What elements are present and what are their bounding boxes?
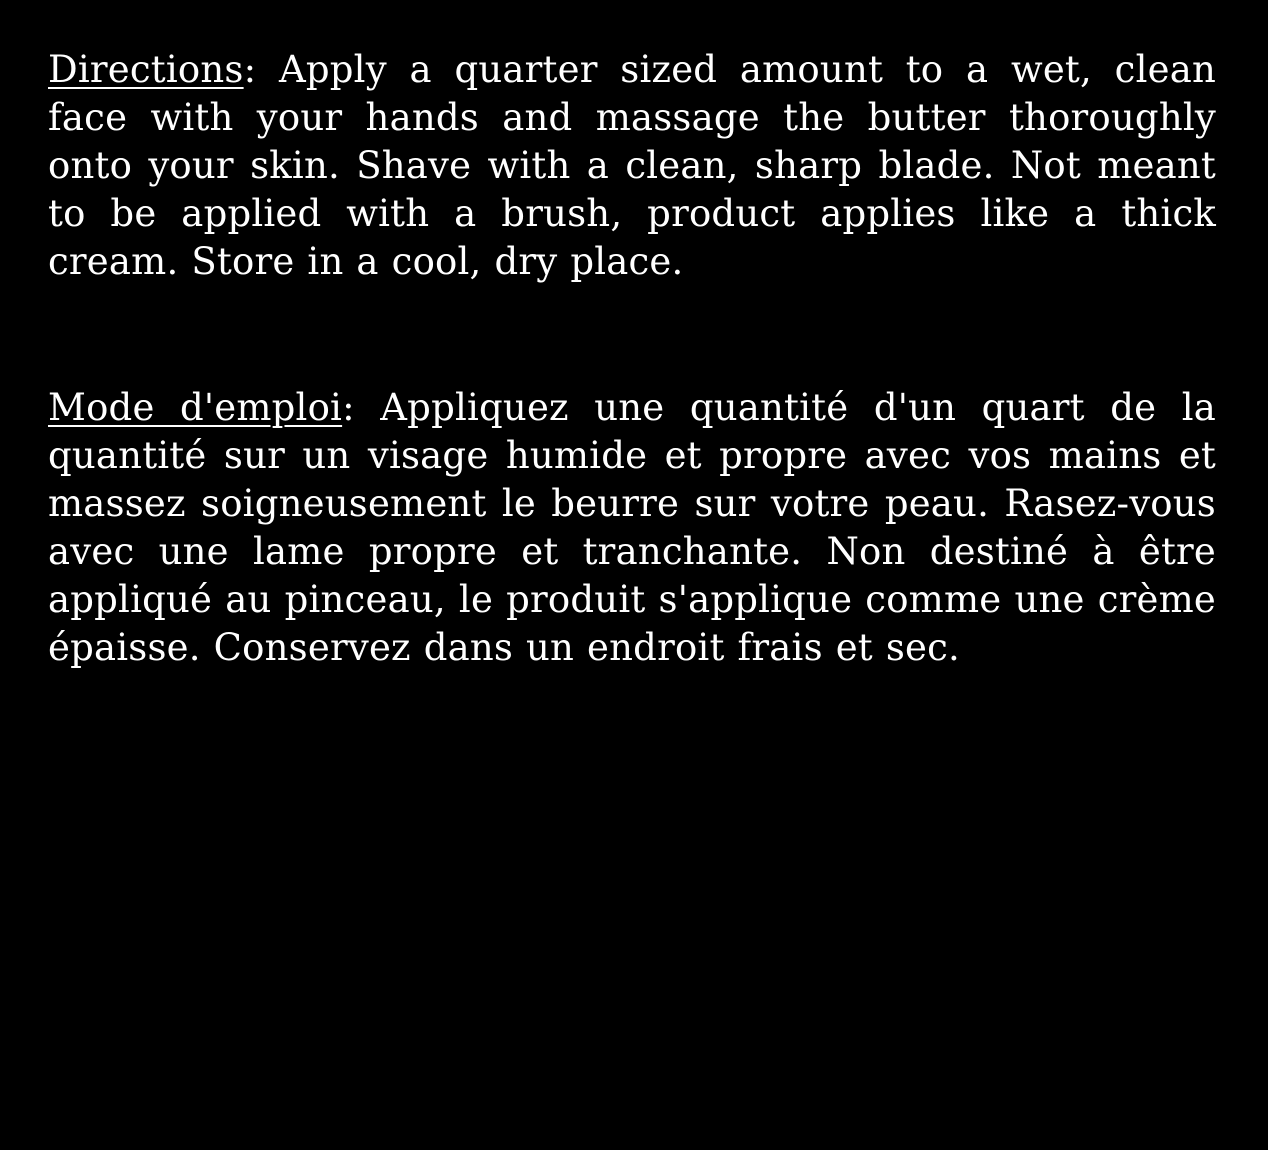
directions-separator-french: : (342, 386, 381, 429)
directions-paragraph-french (48, 384, 1216, 672)
directions-body-french: Appliquez une quantité d'un quart de la quantité sur un visage humide et propre avec vos mains et massez soigneusement le beurre sur votre peau. Rasez-vous avec une lame propre et tranchante. Non destiné à être appliqué au pinceau, le produit s'applique comme une crème épaisse. Conservez dans un endroit frais et sec. (48, 386, 1216, 669)
directions-body-english: Apply a quarter sized amount to a wet, clean face with your hands and massage the butter thoroughly onto your skin. Shave with a clean, sharp blade. Not meant to be applied with a brush, product applies like a thick cream. Store in a cool, dry place. (48, 48, 1216, 283)
directions-paragraph-english (48, 46, 1216, 286)
directions-separator-english: : (243, 48, 279, 91)
directions-label-french: Mode d'emploi (48, 386, 343, 429)
directions-label-english: Directions (48, 48, 244, 91)
